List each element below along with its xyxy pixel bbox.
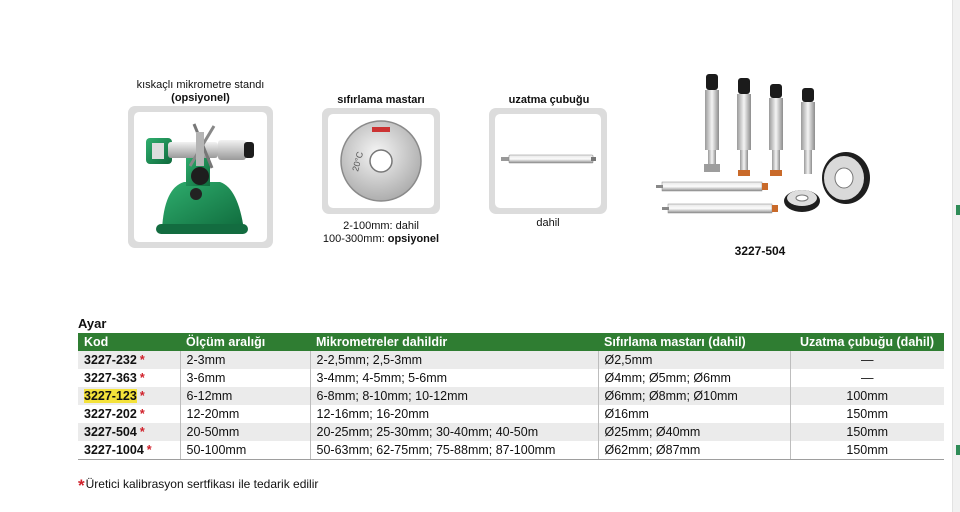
calibration-star: *: [139, 389, 145, 403]
table-row: [78, 387, 944, 405]
table-row: [78, 405, 944, 423]
set-photo-label: 3227-504: [734, 244, 786, 258]
cell-setting-ring: Ø6mm; Ø8mm; Ø10mm: [598, 387, 790, 405]
setting-ring-illustration: [328, 114, 434, 208]
cell-setting-ring: Ø62mm; Ø87mm: [598, 441, 790, 460]
setting-ring-title: sıfırlama mastarı: [337, 94, 425, 106]
calibration-star: *: [139, 407, 145, 421]
cell-extension-rod: —: [790, 351, 944, 369]
table-row: [78, 351, 944, 369]
stand-image-frame: [128, 106, 273, 248]
stand-caption: [118, 79, 283, 105]
cell-setting-ring: Ø2,5mm: [598, 351, 790, 369]
window-edge: [952, 0, 960, 512]
cell-micrometers: 2-2,5mm; 2,5-3mm: [310, 351, 598, 369]
cell-setting-ring: Ø25mm; Ø40mm: [598, 423, 790, 441]
setting-ring-note2-bold: opsiyonel: [387, 233, 440, 245]
cell-code: [78, 387, 180, 405]
edge-marker: [956, 445, 960, 455]
cell-extension-rod: 100mm: [790, 387, 944, 405]
product-code: 3227-1004: [84, 443, 144, 457]
stand-image: [134, 112, 267, 242]
extension-rod-title: uzatma çubuğu: [508, 94, 590, 106]
calibration-star: *: [139, 371, 145, 385]
micrometer-set-photo: [650, 64, 882, 234]
product-code: 3227-202: [84, 407, 137, 421]
ring-marking: 20°C: [350, 150, 366, 173]
stand-caption-line2: (opsiyonel): [171, 92, 230, 104]
setting-ring-image: [328, 114, 434, 208]
setting-ring-notes: [298, 220, 464, 246]
cell-range: 50-100mm: [180, 441, 310, 460]
calibration-star: *: [146, 443, 152, 457]
product-code: 3227-504: [84, 425, 137, 439]
table-body: [78, 351, 944, 460]
header-range: Ölçüm aralığı: [180, 333, 310, 351]
cell-range: 3-6mm: [180, 369, 310, 387]
cell-code: [78, 351, 180, 369]
footnote-text: Üretici kalibrasyon sertfikası ile tedarik edilir: [85, 477, 319, 491]
cell-extension-rod: 150mm: [790, 405, 944, 423]
cell-range: 6-12mm: [180, 387, 310, 405]
product-code: 3227-232: [84, 353, 137, 367]
section-title: Ayar: [78, 316, 107, 331]
cell-code: [78, 423, 180, 441]
calibration-star: *: [139, 353, 145, 367]
header-code: Kod: [78, 333, 180, 351]
setting-ring-note2-prefix: 100-300mm:: [322, 233, 388, 245]
cell-setting-ring: Ø4mm; Ø5mm; Ø6mm: [598, 369, 790, 387]
extension-rod-note: dahil: [536, 217, 560, 229]
cell-extension-rod: 150mm: [790, 423, 944, 441]
table-header-row: [78, 333, 944, 351]
cell-range: 20-50mm: [180, 423, 310, 441]
cell-micrometers: 6-8mm; 8-10mm; 10-12mm: [310, 387, 598, 405]
table-row: [78, 441, 944, 460]
extension-rod-frame: [489, 108, 607, 214]
extension-rod-image: [495, 114, 601, 208]
product-code: 3227-123: [84, 389, 137, 403]
cell-range: 2-3mm: [180, 351, 310, 369]
micrometer-stand-illustration: [134, 112, 267, 242]
calibration-star: *: [139, 425, 145, 439]
header-extension-rod: Uzatma çubuğu (dahil): [790, 333, 944, 351]
cell-code: [78, 405, 180, 423]
cell-micrometers: 50-63mm; 62-75mm; 75-88mm; 87-100mm: [310, 441, 598, 460]
bore-micrometer-set-illustration: [650, 64, 882, 234]
table-row: [78, 423, 944, 441]
cell-range: 12-20mm: [180, 405, 310, 423]
header-setting-ring: Sıfırlama mastarı (dahil): [598, 333, 790, 351]
cell-code: [78, 369, 180, 387]
setting-ring-frame: [322, 108, 440, 214]
extension-rod-illustration: [495, 114, 601, 208]
cell-code: [78, 441, 180, 460]
header-micrometers: Mikrometreler dahildir: [310, 333, 598, 351]
footnote: [78, 476, 318, 496]
cell-setting-ring: Ø16mm: [598, 405, 790, 423]
cell-micrometers: 12-16mm; 16-20mm: [310, 405, 598, 423]
cell-micrometers: 3-4mm; 4-5mm; 5-6mm: [310, 369, 598, 387]
cell-micrometers: 20-25mm; 25-30mm; 30-40mm; 40-50m: [310, 423, 598, 441]
specification-table: [78, 333, 944, 460]
setting-ring-note1: 2-100mm: dahil: [343, 220, 419, 232]
footnote-star: *: [78, 476, 85, 495]
cell-extension-rod: 150mm: [790, 441, 944, 460]
product-code: 3227-363: [84, 371, 137, 385]
cell-extension-rod: —: [790, 369, 944, 387]
stand-caption-line1: kıskaçlı mikrometre standı: [136, 79, 265, 91]
table-row: [78, 369, 944, 387]
edge-marker: [956, 205, 960, 215]
